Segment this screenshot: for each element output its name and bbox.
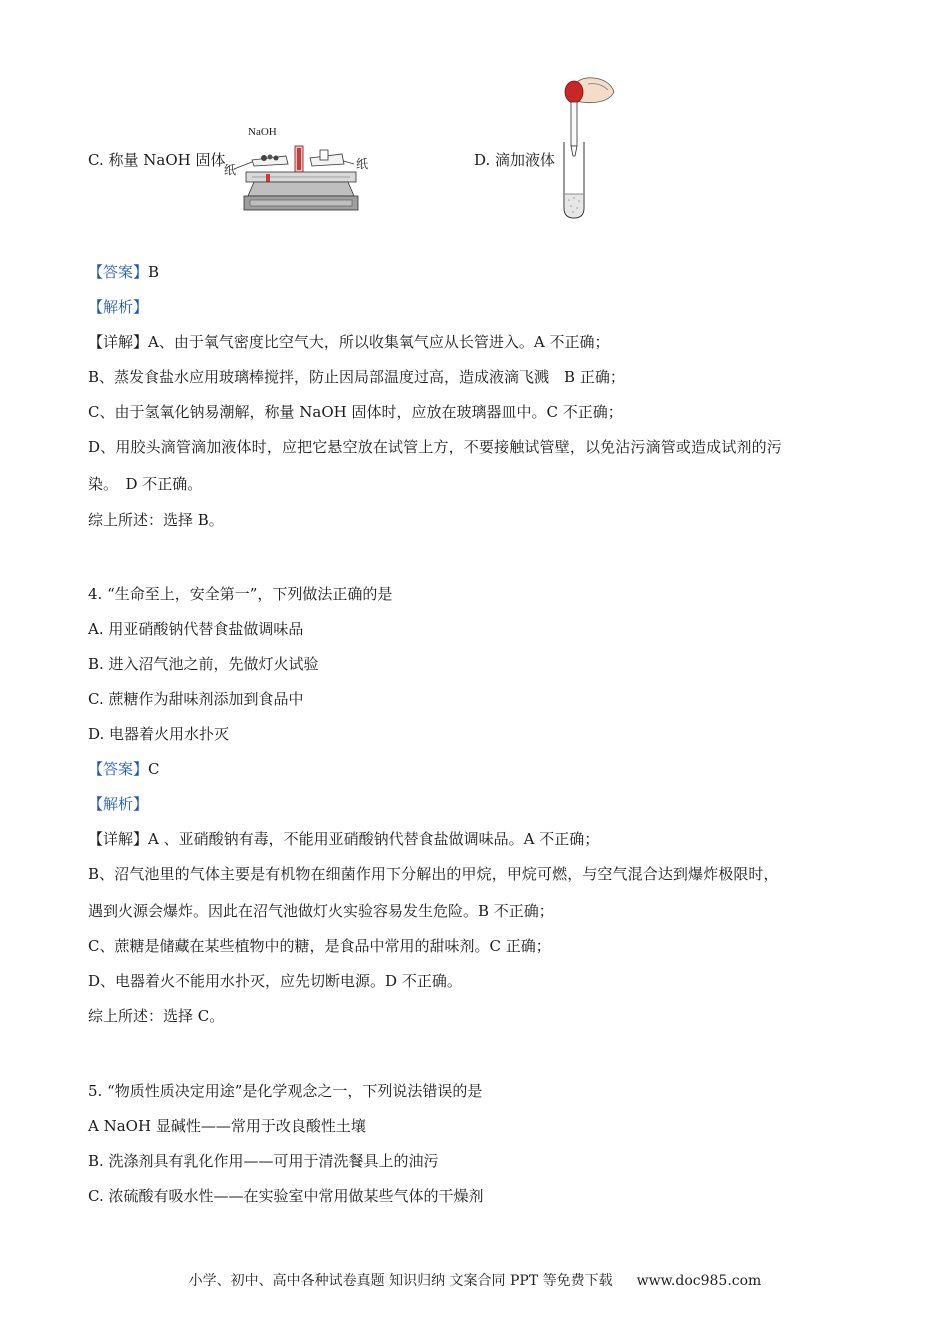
- q4-detail-line: [88, 829, 599, 849]
- detail-tag: 【详解】: [88, 830, 149, 848]
- paper-right-label: 纸: [356, 157, 369, 171]
- q4-detail-line: C、蔗糖是储藏在某些植物中的糖，是食品中常用的甜味剂。C 正确；: [88, 937, 551, 955]
- q4-option: D. 电器着火用水扑灭: [88, 725, 230, 743]
- q5-option: A NaOH 显碱性——常用于改良酸性土壤: [88, 1117, 366, 1135]
- page-footer: [0, 1270, 950, 1290]
- q3-detail-line: B、蒸发食盐水应用玻璃棒搅拌，防止因局部温度过高，造成液滴飞溅 B 正确；: [88, 368, 625, 386]
- option-c-label: C. 称量 NaOH 固体: [88, 151, 226, 169]
- q4-option: C. 蔗糖作为甜味剂添加到食品中: [88, 690, 304, 708]
- q3-detail-line: [88, 332, 609, 352]
- q3-summary: 综上所述：选择 B。: [88, 511, 224, 529]
- q4-stem: 4. “生命至上，安全第一”，下列做法正确的是: [88, 585, 393, 603]
- detail-text: A、由于氧气密度比空气大，所以收集氧气应从长管进入。A 不正确；: [148, 333, 610, 351]
- q4-option: B. 进入沼气池之前，先做灯火试验: [88, 655, 319, 673]
- naoh-figure-label: NaOH: [248, 126, 277, 138]
- q3-detail-line: D、用胶头滴管滴加液体时，应把它悬空放在试管上方，不要接触试管壁，以免沾污滴管或造成试剂的污: [88, 438, 782, 456]
- q5-option: B. 洗涤剂具有乳化作用——可用于清洗餐具上的油污: [88, 1152, 439, 1170]
- q5-stem: 5. “物质性质决定用途”是化学观念之一，下列说法错误的是: [88, 1082, 483, 1100]
- dropper-figure: [548, 70, 628, 222]
- q4-answer: [88, 759, 160, 779]
- answer-tag: 【答案】: [88, 263, 149, 281]
- q3-answer: [88, 262, 159, 282]
- answer-value: B: [148, 263, 160, 281]
- q4-detail-line: B、沼气池里的气体主要是有机物在细菌作用下分解出的甲烷，甲烷可燃，与空气混合达到爆炸极限时，: [88, 865, 779, 883]
- detail-tag: 【详解】: [88, 333, 149, 351]
- option-d-label: D. 滴加液体: [474, 151, 556, 169]
- footer-url[interactable]: www.doc985.com: [636, 1273, 762, 1289]
- q3-detail-line: 染。 D 不正确。: [88, 475, 203, 493]
- balance-figure: [222, 124, 372, 220]
- detail-text: A 、亚硝酸钠有毒，不能用亚硝酸钠代替食盐做调味品。A 不正确；: [148, 830, 600, 848]
- paper-left-label: 纸: [224, 163, 237, 177]
- q4-summary: 综上所述：选择 C。: [88, 1007, 225, 1025]
- q4-detail-line: 遇到火源会爆炸。因此在沼气池做灯火实验容易发生危险。B 不正确；: [88, 902, 554, 920]
- q3-analysis-tag: 【解析】: [88, 298, 149, 316]
- q4-detail-line: D、电器着火不能用水扑灭，应先切断电源。D 不正确。: [88, 972, 462, 990]
- q3-detail-line: C、由于氢氧化钠易潮解，称量 NaOH 固体时，应放在玻璃器皿中。C 不正确；: [88, 403, 623, 421]
- answer-value: C: [148, 760, 160, 778]
- answer-tag: 【答案】: [88, 760, 149, 778]
- q4-analysis-tag: 【解析】: [88, 795, 149, 813]
- q4-option: A. 用亚硝酸钠代替食盐做调味品: [88, 620, 304, 638]
- footer-text: 小学、初中、高中各种试卷真题 知识归纳 文案合同 PPT 等免费下载: [188, 1273, 613, 1289]
- q5-option: C. 浓硫酸有吸水性——在实验室中常用做某些气体的干燥剂: [88, 1187, 484, 1205]
